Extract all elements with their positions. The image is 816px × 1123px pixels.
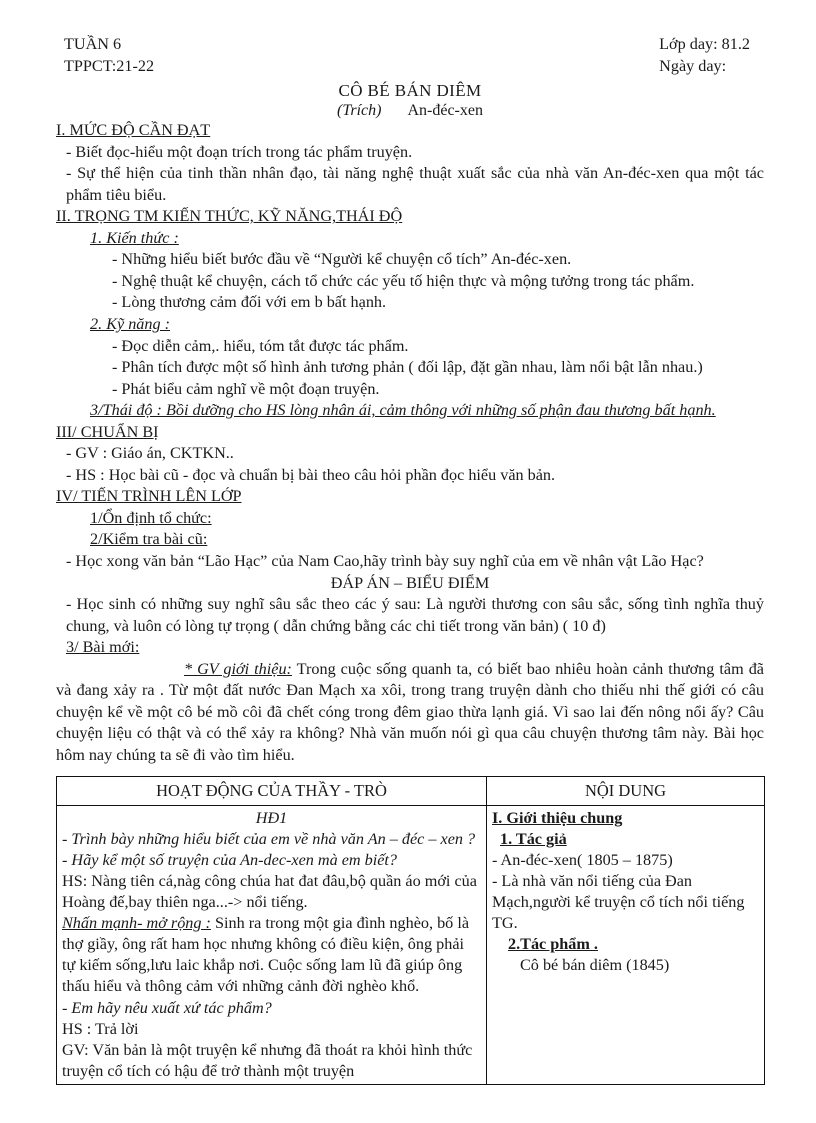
page-title: CÔ BÉ BÁN DIÊM [338, 81, 482, 101]
section-2-sub2-line-2: - Phân tích được một số hình ảnh tương phản ( đối lập, đặt gần nhau, làm nổi bật lẫn nhau.) [112, 358, 703, 377]
section-4-sub-b-line: - Học xong văn bản “Lão Hạc” của Nam Cao,hãy trình bày suy nghĩ của em về nhân vật Lão Hạc? [66, 552, 704, 571]
section-2-sub1-line-2: - Nghệ thuật kể chuyện, cách tổ chức các yếu tố hiện thực và mộng tưởng trong tác phẩm. [112, 271, 695, 290]
class-label: Lớp day: 81.2 [659, 35, 750, 53]
code-label: TPPCT:21-22 [64, 56, 155, 75]
section-4-heading: IV/ TIẾN TRÌNH LÊN LỚP [56, 487, 242, 506]
activity-line-7: GV: Văn bản là một truyện kể nhưng đã thoát ra khỏi hình thức truyện cổ tích có hậu để trở thành một truyện [62, 1040, 473, 1080]
section-2-heading: II. TRỌNG TM KIẾN THỨC, KỸ NĂNG,THÁI ĐỘ [56, 207, 403, 226]
table-header-content: NỘI DUNG [487, 776, 765, 805]
activity-line-3: HS: Nàng tiên cá,nàg công chúa hat đat đâu,bộ quần áo mới của Hoàng đế,bay thiên nga...-> nổi tiếng. [62, 872, 477, 912]
content-subheading-1: 1. Tác giả [500, 830, 567, 848]
document-content [56, 34, 764, 1085]
section-2-sub3-line [56, 400, 764, 422]
section-4-sub-c: 3/ Bài mới: [66, 638, 140, 657]
section-2-sub1-line-1: - Những hiểu biết bước đầu về “Người kể chuyện cổ tích” An-đéc-xen. [112, 250, 572, 269]
table-header-row [57, 776, 765, 805]
activity-line-4 [62, 913, 481, 997]
section-3-line-1: - GV : Giáo án, CKTKN.. [66, 444, 234, 463]
section-2-sub2-line-3: - Phát biểu cảm nghĩ về một đoạn truyện. [112, 379, 380, 398]
content-line-3: Cô bé bán diêm (1845) [520, 956, 670, 975]
activity-line-4-text: Sinh ra trong một gia đình nghèo, bố là thợ giầy, ông rất ham học nhưng không có điều kiện, ông phải tự kiếm sống,lưu laic khắp nơi. Cuộc sống lam lũ đã giúp ông thấu hiểu và thông cảm với những cảnh đời nghèo khổ. [62, 914, 470, 996]
table-header-activities: HOẠT ĐỘNG CỦA THẦY - TRÒ [57, 776, 487, 805]
section-3-heading: III/ CHUẨN BỊ [56, 422, 159, 441]
lesson-table [56, 776, 765, 1085]
section-2-sub1-heading: 1. Kiến thức : [90, 228, 179, 247]
document-header [56, 34, 764, 77]
header-right [659, 34, 764, 77]
content-line-2: - Là nhà văn nổi tiếng của Đan Mạch,người kể truyện cổ tích nổi tiếng TG. [492, 872, 745, 933]
section-2-sub3-text: 3/Thái độ : Bồi dưỡng cho HS lòng nhân ái, cảm thông với những số phận đau thương bất hạnh. [90, 401, 716, 420]
section-2-sub2-heading: 2. Kỹ năng : [90, 315, 171, 334]
activity-line-6: HS : Trả lời [62, 1019, 139, 1038]
intro-paragraph [56, 659, 764, 767]
section-3-line-2: - HS : Học bài cũ - đọc và chuẩn bị bài theo câu hỏi phần đọc hiểu văn bản. [66, 465, 556, 484]
section-1-heading: I. MỨC ĐỘ CẦN ĐẠT [56, 121, 211, 140]
activity-line-4-lead: Nhấn mạnh- mở rộng : [62, 914, 211, 933]
section-4-sub-a: 1/Ổn định tổ chức: [90, 508, 212, 527]
content-subheading-2: 2.Tác phẩm . [508, 935, 598, 954]
header-left [56, 34, 154, 77]
activity-line-1: - Trình bày những hiểu biết của em về nhà văn An – đéc – xen ? [62, 830, 476, 848]
page-subtitle [56, 102, 764, 120]
source-label: (Trích) [337, 102, 382, 120]
date-label: Ngày day: [659, 56, 727, 75]
week-label: TUẦN 6 [64, 35, 122, 53]
table-row [57, 805, 765, 1084]
author-label: An-đéc-xen [407, 102, 483, 120]
intro-label: * GV giới thiệu: [184, 659, 292, 678]
intro-text: Trong cuộc sống quanh ta, có biết bao nhiêu hoàn cảnh thương tâm đã và đang xảy ra . Từ một đất nước Đan Mạch xa xôi, trong trang truyện dành cho thiếu nhi thế giới có câu chuyện kể về một cô bé mồ côi đã chết cóng trong đêm giao thừa lạnh giá. Vì sao lai đến nông nổi ấy? Câu chuyện liệu có thật và có thể xảy ra không? Nhà văn muốn nói gì qua câu chuyện thương tâm này. Bài học hôm nay chúng ta sẽ đi vào tìm hiểu. [56, 659, 764, 764]
table-cell-activities [57, 805, 487, 1084]
section-1-line-2: - Sự thể hiện của tinh thần nhân đạo, tài năng nghệ thuật xuất sắc của nhà văn An-đéc-xen qua một tác phẩm tiêu biểu. [66, 164, 764, 204]
section-4-sub-b: 2/Kiểm tra bài cũ: [90, 530, 208, 549]
activity-line-2: - Hãy kể một số truyện của An-dec-xen mà em biết? [62, 851, 398, 870]
section-1-line-1: - Biết đọc-hiểu một đoạn trích trong tác phẩm truyện. [66, 142, 413, 161]
content-heading: I. Giới thiệu chung [492, 808, 623, 827]
content-line-1: - An-đéc-xen( 1805 – 1875) [492, 851, 673, 870]
section-2-sub2-line-1: - Đọc diễn cảm,. hiểu, tóm tắt được tác phẩm. [112, 336, 409, 355]
answer-title: ĐÁP ÁN – BIỂU ĐIỂM [330, 573, 490, 592]
answer-line-1: - Học sinh có những suy nghĩ sâu sắc theo các ý sau: Là người thương con sâu sắc, sống tình nghĩa thuỷ chung, và luôn có lòng tự trọng ( dẫn chứng bằng các chi tiết trong văn bản) ( 10 đ) [66, 595, 764, 635]
activity-hd1: HĐ1 [255, 808, 288, 827]
activity-line-5: - Em hãy nêu xuất xứ tác phẩm? [62, 998, 272, 1017]
table-cell-content [487, 805, 765, 1084]
section-2-sub1-line-3: - Lòng thương cảm đối với em b bất hạnh. [112, 293, 387, 312]
